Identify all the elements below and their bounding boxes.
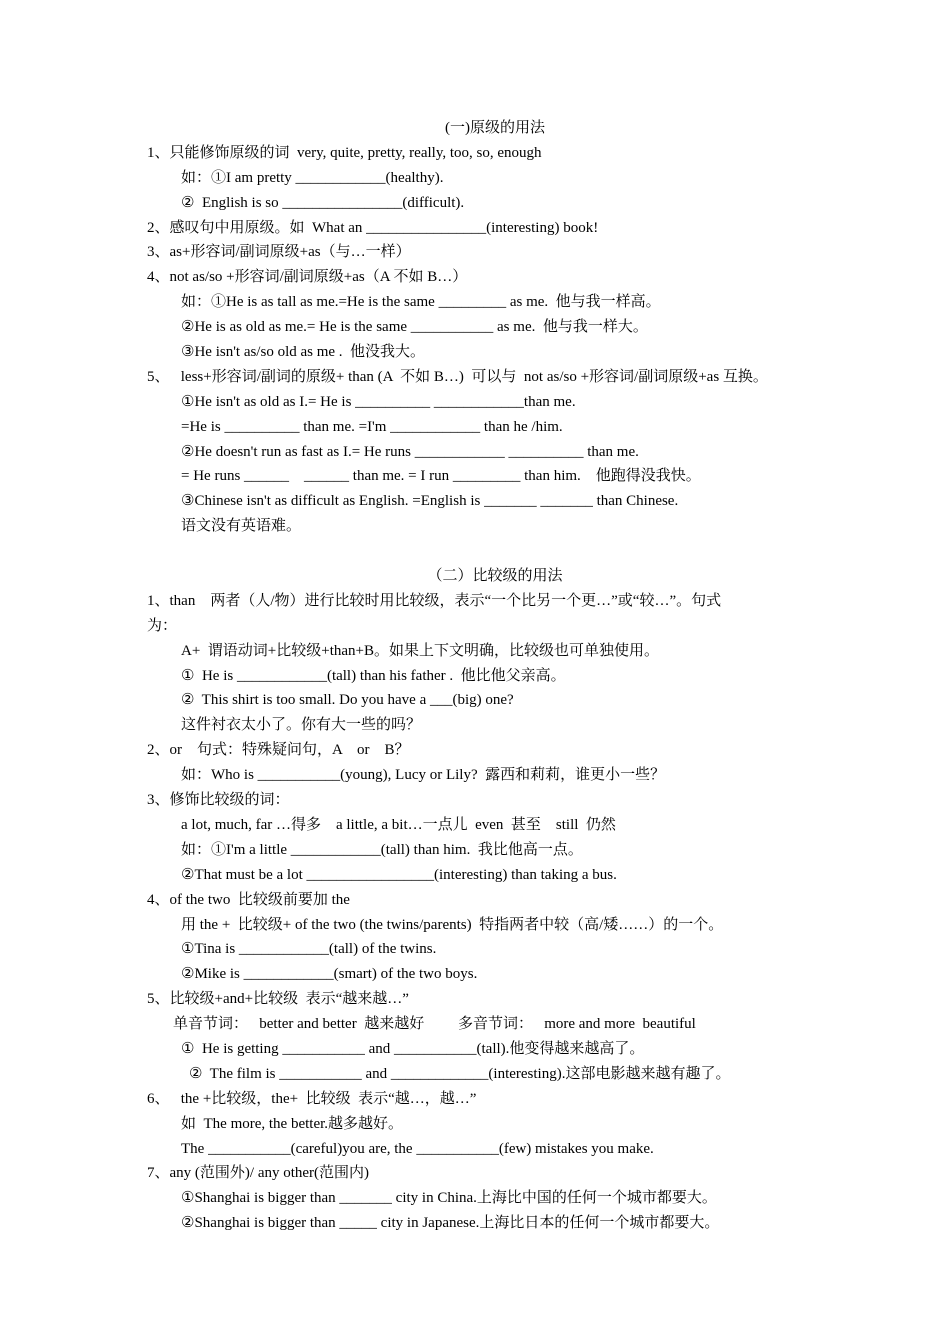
text-line: ①He isn't as old as I.= He is __________ ____________than me. xyxy=(181,393,576,410)
text-line: ① He is getting ___________ and ___________(tall).他变得越来越高了。 xyxy=(181,1040,645,1057)
text-line: 用 the + 比较级+ of the two (the twins/parents) 特指两者中较（高/矮……）的一个。 xyxy=(181,916,724,933)
text-line: 4、not as/so +形容词/副词原级+as（A 不如 B…） xyxy=(147,269,468,286)
text-line: 这件衬衣太小了。你有大一些的吗？ xyxy=(181,717,422,734)
text-line: 语文没有英语难。 xyxy=(181,518,302,535)
text-line: 2、or 句式：特殊疑问句，A or B？ xyxy=(147,742,410,759)
text-line: 1、than 两者（人/物）进行比较时用比较级，表示“一个比另一个更…”或“较…”。句式 xyxy=(147,592,722,609)
text-line: 如：①He is as tall as me.=He is the same _________ as me. 他与我一样高。 xyxy=(181,294,661,311)
text-line: = He runs ______ ______ than me. = I run _________ than him. 他跑得没我快。 xyxy=(181,468,701,485)
text-line: ②He is as old as me.= He is the same ___________ as me. 他与我一样大。 xyxy=(181,319,648,336)
text-line: 3、修饰比较级的词： xyxy=(147,792,290,809)
text-line: 1、只能修饰原级的词 very, quite, pretty, really, too, so, enough xyxy=(147,144,542,161)
text-line: ③He isn't as/so old as me . 他没我大。 xyxy=(181,344,426,361)
text-line: ②He doesn't run as fast as I.= He runs ____________ __________ than me. xyxy=(181,443,639,460)
text-line: A+ 谓语动词+比较级+than+B。如果上下文明确，比较级也可单独使用。 xyxy=(181,642,660,659)
text-line: ② English is so ________________(difficult). xyxy=(181,194,465,211)
blank-line xyxy=(0,539,950,564)
text-line: =He is __________ than me. =I'm ____________ than he /him. xyxy=(181,418,563,435)
text-line: 为： xyxy=(147,617,178,634)
text-line: 2、感叹句中用原级。如 What an ________________(interesting) book! xyxy=(147,219,599,236)
text-line: ②That must be a lot _________________(interesting) than taking a bus. xyxy=(181,866,617,883)
text-line: 3、as+形容词/副词原级+as（与…一样） xyxy=(147,244,411,261)
text-line: 6、 the +比较级，the+ 比较级 表示“越…，越…” xyxy=(147,1090,477,1107)
text-line: ③Chinese isn't as difficult as English. =English is _______ _______ than Chinese. xyxy=(181,493,679,510)
text-line: 7、any (范围外)/ any other(范围内) xyxy=(147,1165,370,1182)
text-line: ②Mike is ____________(smart) of the two boys. xyxy=(181,966,478,983)
text-line: 如：①I am pretty ____________(healthy). xyxy=(181,169,444,186)
section-heading: (一)原级的用法 xyxy=(445,120,545,136)
text-line: 5、 less+形容词/副词的原级+ than (A 不如 B…) 可以与 not as/so +形容词/副词原级+as 互换。 xyxy=(147,368,768,385)
text-line: 如 The more, the better.越多越好。 xyxy=(181,1115,404,1132)
text-line: ②Shanghai is bigger than _____ city in Japanese.上海比日本的任何一个城市都要大。 xyxy=(181,1215,720,1232)
text-line: The ___________(careful)you are, the ___________(few) mistakes you make. xyxy=(181,1140,654,1157)
text-line: 5、比较级+and+比较级 表示“越来越…” xyxy=(147,991,409,1008)
text-line: ② This shirt is too small. Do you have a ___(big) one? xyxy=(181,692,514,709)
text-line: ① He is ____________(tall) than his father . 他比他父亲高。 xyxy=(181,667,566,684)
text-line: 如：Who is ___________(young), Lucy or Lily? 露西和莉莉，谁更小一些？ xyxy=(181,767,666,784)
text-line: 单音节词： better and better 越来越好 多音节词： more and more beautiful xyxy=(173,1016,696,1033)
document-page xyxy=(0,116,950,1236)
text-line: a lot, much, far …得多 a little, a bit…一点儿 even 甚至 still 仍然 xyxy=(181,816,616,833)
text-line: 如：①I'm a little ____________(tall) than him. 我比他高一点。 xyxy=(181,841,583,858)
section-heading: （二）比较级的用法 xyxy=(427,568,563,585)
text-line: ② The film is ___________ and _____________(interesting).这部电影越来越有趣了。 xyxy=(189,1065,731,1082)
text-line: 4、of the two 比较级前要加 the xyxy=(147,891,350,908)
text-line: ①Shanghai is bigger than _______ city in China.上海比中国的任何一个城市都要大。 xyxy=(181,1190,717,1207)
text-line: ①Tina is ____________(tall) of the twins. xyxy=(181,941,437,958)
